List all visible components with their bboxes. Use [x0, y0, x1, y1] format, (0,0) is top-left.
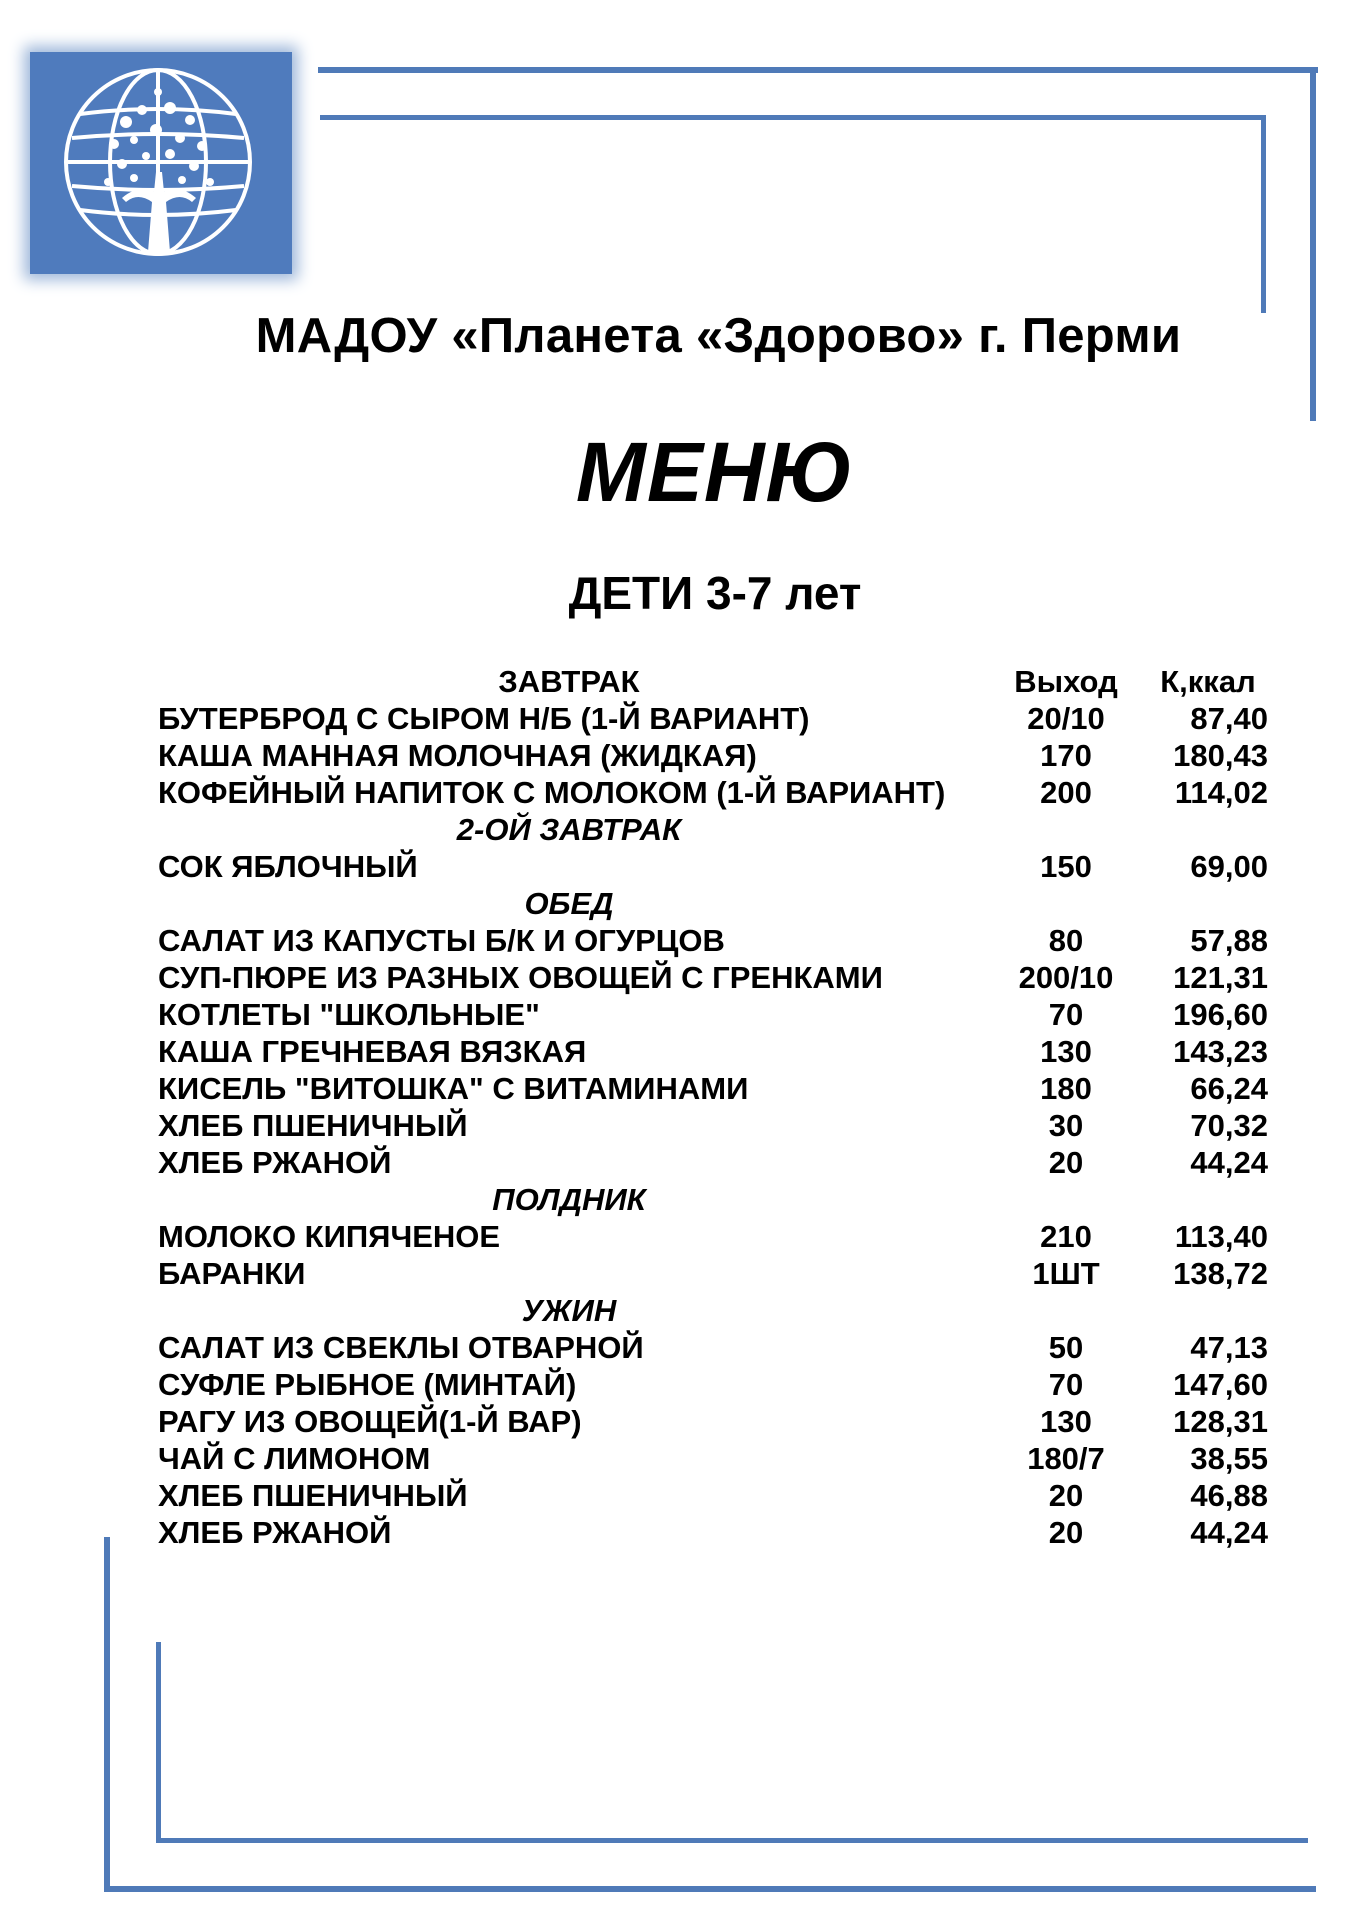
dish-kcal: 38,55	[1190, 1441, 1268, 1476]
frame-right-inner	[1261, 115, 1266, 313]
menu-header-row	[158, 663, 1268, 700]
menu-item	[158, 959, 1268, 996]
section-title: 2-ОЙ ЗАВТРАК	[456, 812, 682, 847]
dish-name: СОК ЯБЛОЧНЫЙ	[158, 849, 418, 884]
dish-portion: 20	[1048, 1515, 1084, 1550]
dish-name: ХЛЕБ ПШЕНИЧНЫЙ	[158, 1478, 468, 1513]
dish-portion: 20	[1048, 1145, 1084, 1180]
dish-kcal: 70,32	[1190, 1108, 1268, 1143]
menu-item	[158, 1144, 1268, 1181]
dish-kcal: 196,60	[1173, 997, 1268, 1032]
dish-kcal: 138,72	[1173, 1256, 1268, 1291]
dish-kcal: 66,24	[1190, 1071, 1268, 1106]
dish-portion: 150	[1040, 849, 1092, 884]
menu-item	[158, 922, 1268, 959]
dish-portion: 210	[1040, 1219, 1092, 1254]
frame-bottom-inner	[156, 1838, 1308, 1843]
menu-item	[158, 1070, 1268, 1107]
menu-item	[158, 1440, 1268, 1477]
dish-portion: 130	[1040, 1034, 1092, 1069]
dish-name: КАША МАННАЯ МОЛОЧНАЯ (ЖИДКАЯ)	[158, 738, 757, 773]
menu-item	[158, 774, 1268, 811]
section-title: УЖИН	[521, 1293, 617, 1328]
dish-name: РАГУ ИЗ ОВОЩЕЙ(1-Й ВАР)	[158, 1404, 582, 1439]
page-title: МЕНЮ	[575, 425, 855, 519]
dish-name: ХЛЕБ ПШЕНИЧНЫЙ	[158, 1108, 468, 1143]
menu-table	[158, 663, 1268, 1551]
globe-tree-icon	[30, 52, 292, 274]
dish-portion: 20	[1048, 1478, 1084, 1513]
menu-item	[158, 1514, 1268, 1551]
dish-kcal: 143,23	[1173, 1034, 1268, 1069]
dish-name: МОЛОКО КИПЯЧЕНОЕ	[158, 1219, 501, 1254]
section-title: ПОЛДНИК	[492, 1182, 646, 1217]
dish-portion: 130	[1040, 1404, 1092, 1439]
dish-kcal: 113,40	[1174, 1219, 1268, 1254]
column-header-portion: Выход	[1014, 664, 1118, 699]
dish-name: БАРАНКИ	[158, 1256, 306, 1291]
menu-item	[158, 996, 1268, 1033]
menu-item	[158, 1477, 1268, 1514]
dish-portion: 170	[1040, 738, 1092, 773]
dish-name: КИСЕЛЬ "ВИТОШКА" С ВИТАМИНАМИ	[158, 1071, 749, 1106]
menu-item	[158, 1107, 1268, 1144]
dish-name: ХЛЕБ РЖАНОЙ	[158, 1515, 392, 1550]
dish-kcal: 47,13	[1190, 1330, 1268, 1365]
section-row	[158, 1181, 1268, 1218]
menu-item	[158, 737, 1268, 774]
dish-kcal: 44,24	[1190, 1515, 1268, 1550]
frame-bottom-outer	[104, 1886, 1316, 1892]
menu-item	[158, 848, 1268, 885]
dish-name: СУФЛЕ РЫБНОЕ (МИНТАЙ)	[158, 1367, 577, 1402]
dish-portion: 30	[1048, 1108, 1084, 1143]
frame-top-outer	[318, 67, 1318, 73]
dish-name: КОТЛЕТЫ "ШКОЛЬНЫЕ"	[158, 997, 540, 1032]
menu-item	[158, 700, 1268, 737]
dish-kcal: 128,31	[1173, 1404, 1268, 1439]
organization-name: МАДОУ «Планета «Здорово» г. Перми	[255, 309, 1182, 363]
dish-portion: 200/10	[1018, 960, 1114, 995]
frame-left-inner	[156, 1642, 161, 1842]
menu-item	[158, 1403, 1268, 1440]
dish-kcal: 121,31	[1173, 960, 1268, 995]
dish-name: ХЛЕБ РЖАНОЙ	[158, 1145, 392, 1180]
dish-kcal: 44,24	[1190, 1145, 1268, 1180]
dish-kcal: 87,40	[1190, 701, 1268, 736]
section-row	[158, 811, 1268, 848]
age-group-subtitle: ДЕТИ 3-7 лет	[568, 567, 862, 619]
dish-portion: 1ШТ	[1032, 1256, 1100, 1291]
menu-item	[158, 1218, 1268, 1255]
dish-portion: 80	[1048, 923, 1084, 958]
dish-portion: 20/10	[1027, 701, 1105, 736]
menu-item	[158, 1366, 1268, 1403]
dish-kcal: 114,02	[1174, 775, 1268, 810]
dish-portion: 50	[1048, 1330, 1084, 1365]
dish-name: БУТЕРБРОД С СЫРОМ Н/Б (1-Й ВАРИАНТ)	[158, 701, 810, 736]
dish-kcal: 147,60	[1173, 1367, 1268, 1402]
dish-name: КАША ГРЕЧНЕВАЯ ВЯЗКАЯ	[158, 1034, 587, 1069]
section-title: ЗАВТРАК	[498, 664, 640, 699]
frame-right-outer	[1310, 67, 1316, 421]
dish-name: КОФЕЙНЫЙ НАПИТОК С МОЛОКОМ (1-Й ВАРИАНТ)	[158, 775, 946, 810]
column-header-kcal: К,ккал	[1160, 664, 1256, 699]
dish-kcal: 69,00	[1190, 849, 1268, 884]
menu-item	[158, 1329, 1268, 1366]
frame-left-outer	[104, 1537, 110, 1892]
section-row	[158, 885, 1268, 922]
section-title: ОБЕД	[524, 886, 614, 921]
dish-kcal: 180,43	[1173, 738, 1268, 773]
dish-kcal: 57,88	[1190, 923, 1268, 958]
dish-portion: 70	[1048, 997, 1084, 1032]
dish-portion: 180	[1040, 1071, 1092, 1106]
dish-portion: 70	[1048, 1367, 1084, 1402]
section-row	[158, 1292, 1268, 1329]
dish-name: СУП-ПЮРЕ ИЗ РАЗНЫХ ОВОЩЕЙ С ГРЕНКАМИ	[158, 960, 883, 995]
dish-portion: 180/7	[1027, 1441, 1105, 1476]
frame-top-inner	[320, 115, 1266, 120]
menu-item	[158, 1033, 1268, 1070]
dish-portion: 200	[1040, 775, 1092, 810]
logo	[30, 52, 292, 274]
dish-name: САЛАТ ИЗ КАПУСТЫ Б/К И ОГУРЦОВ	[158, 923, 725, 958]
dish-kcal: 46,88	[1190, 1478, 1268, 1513]
dish-name: ЧАЙ С ЛИМОНОМ	[158, 1441, 431, 1476]
menu-item	[158, 1255, 1268, 1292]
dish-name: САЛАТ ИЗ СВЕКЛЫ ОТВАРНОЙ	[158, 1330, 644, 1365]
